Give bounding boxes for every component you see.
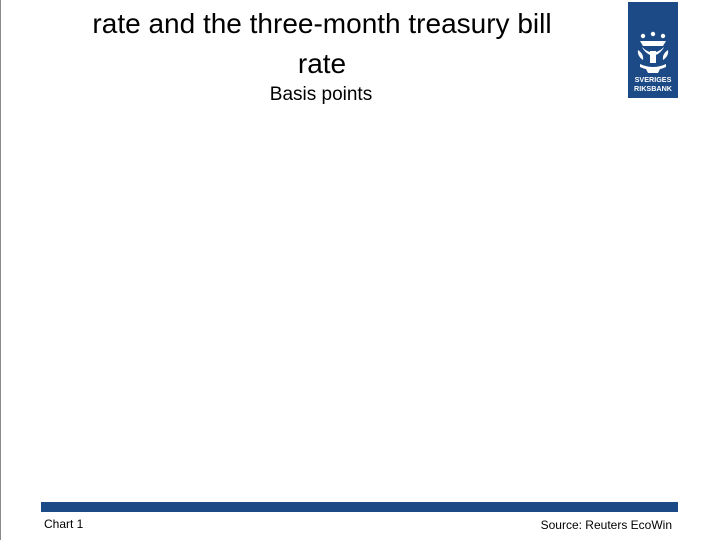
riksbank-crest-icon — [628, 2, 678, 98]
chart-number-label: Chart 1 — [44, 517, 84, 531]
logo-line-1: SVERIGES — [634, 75, 672, 84]
slide-subtitle: Basis points — [269, 84, 373, 105]
riksbank-logo — [628, 2, 678, 98]
source-label: Source: Reuters EcoWin — [540, 518, 672, 532]
slide-title-line-2: rate — [297, 48, 347, 79]
logo-line-2: RIKSBANK — [634, 84, 672, 93]
slide-left-border — [0, 0, 1, 540]
slide-title — [30, 4, 614, 84]
footer-bar — [41, 502, 678, 512]
slide-title-line-1: rate and the three-month treasury bill — [92, 8, 552, 39]
